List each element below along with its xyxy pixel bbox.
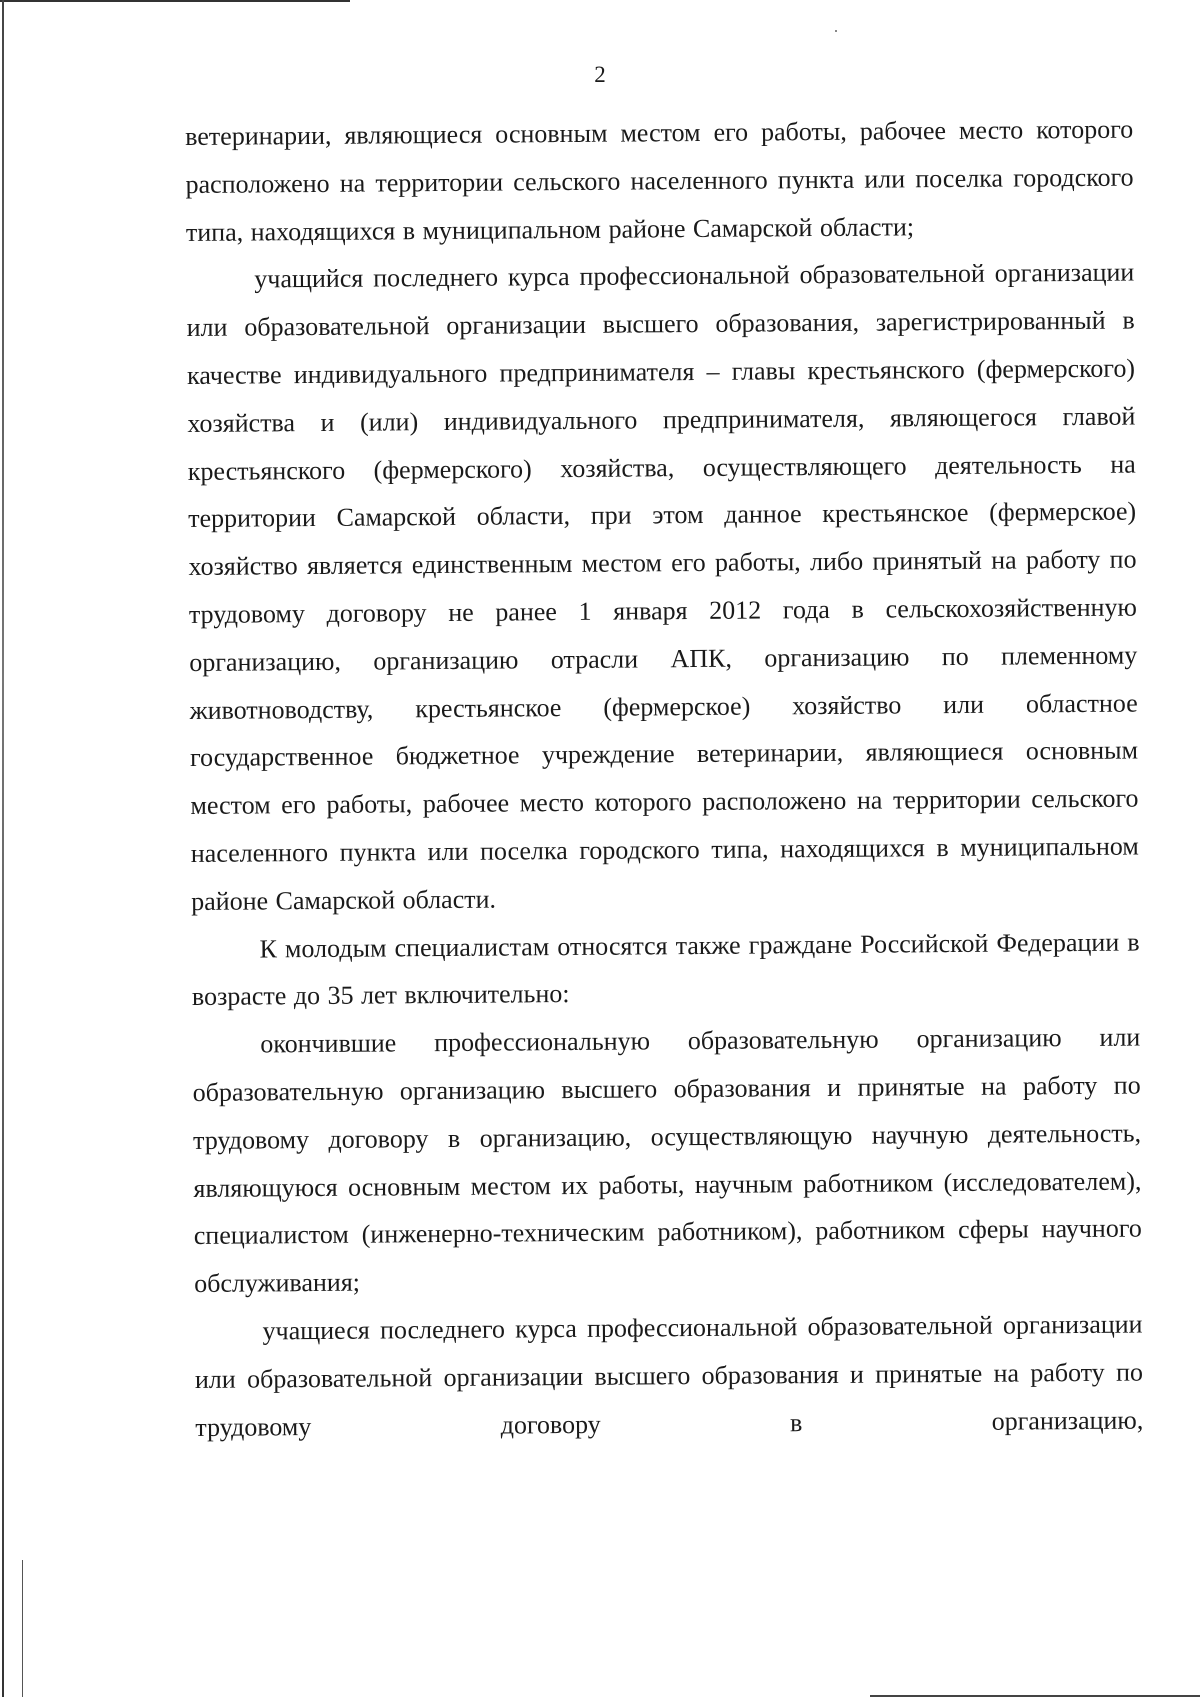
document-body [185, 106, 1143, 1452]
scan-edge-left-inner [22, 1560, 23, 1697]
paragraph-students-science: учащиеся последнего курса профессиональной образовательной организации или образовательной организации высшего образования и принятые на работу по трудовому договору в организацию, [194, 1309, 1144, 1442]
paragraph-continuation: ветеринарии, являющиеся основным местом его работы, рабочее место которого расположено на территории сельского населенного пункта или поселка городского типа, находящихся в муниципальном районе Самарской области; [185, 114, 1134, 247]
paragraph-student-entrepreneur: учащийся последнего курса профессиональной образовательной организации или образовательной организации высшего образования, зарегистрированный в качестве индивидуального предпринимателя – главы крестьянского (фермерского) хозяйства и (или) индивидуального предпринимателя, являющегося главой крестьянского (фермерского) хозяйства, осуществляющего деятельность на территории Самарской области, при этом данное крестьянское (фермерское) хозяйство является единственным местом его работы, либо принятый на работу по трудовому договору не ранее 1 января 2012 года в сельскохозяйственную организацию, организацию отрасли АПК, организацию по племенному животноводству, крестьянское (фермерское) хозяйство или областное государственное бюджетное учреждение ветеринарии, являющиеся основным местом его работы, рабочее место которого расположено на территории сельского населенного пункта или поселка городского типа, находящихся в муниципальном районе Самарской области. [186, 257, 1139, 916]
paragraph-graduates-science: окончившие профессиональную образовательную организацию или образовательную организацию высшего образования и принятые на работу по трудовому договору в организацию, осуществляющую научную деятельность, являющуюся основным местом их работы, научным работником (исследователем), специалистом (инженерно-техническим работником), работником сферы научного обслуживания; [192, 1022, 1142, 1299]
paragraph-young-specialists: К молодым специалистам относятся также граждане Российской Федерации в возрасте до 35 лет включительно: [191, 927, 1140, 1012]
scan-edge-top [0, 0, 350, 2]
scan-speck [835, 30, 837, 32]
scan-edge-left [2, 0, 4, 1697]
page-number: 2 [594, 62, 606, 87]
